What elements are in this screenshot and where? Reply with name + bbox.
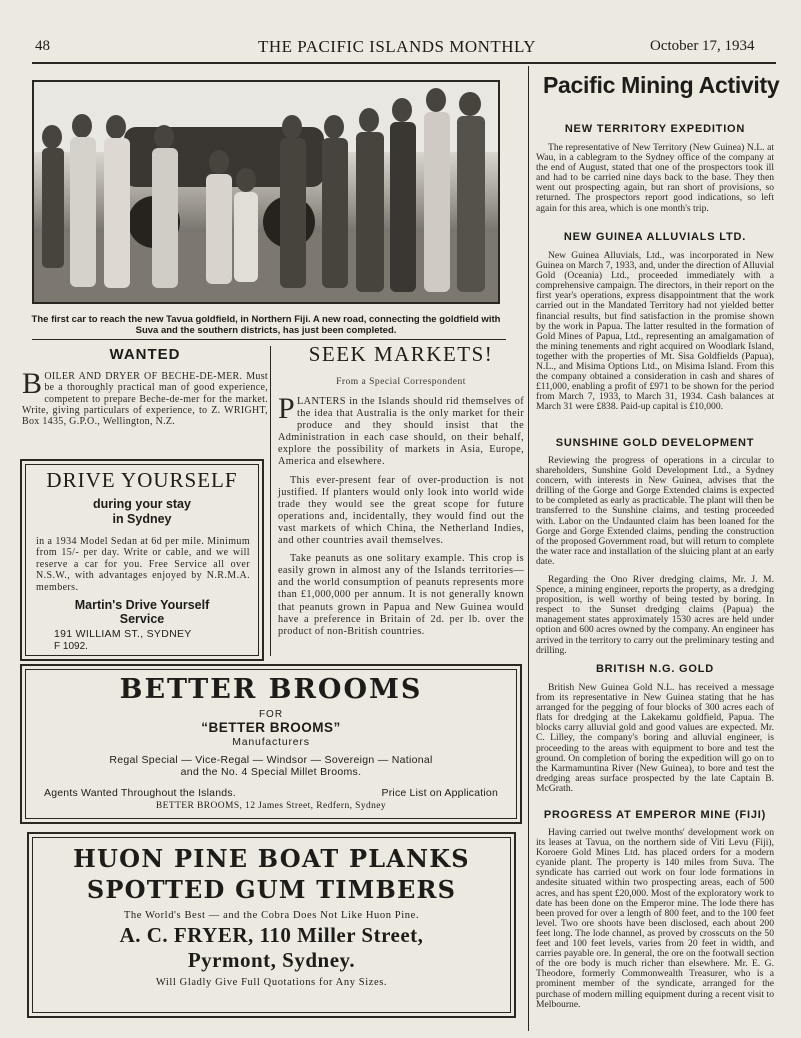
drive-yourself-ad: [20, 459, 264, 661]
section-heading-alluvials: NEW GUINEA ALLUVIALS LTD.: [563, 231, 747, 243]
mining-title: Pacific Mining Activity: [543, 72, 780, 98]
huon-quote: Will Gladly Give Full Quotations for Any Sizes.: [155, 977, 388, 988]
better-brooms-ad: [20, 664, 522, 824]
brooms-address: BETTER BROOMS, 12 James Street, Redfern, Sydney: [155, 801, 387, 811]
seek-divider: [270, 346, 271, 656]
huon-tagline: The World's Best — and the Cobra Does Not Like Huon Pine.: [123, 910, 420, 921]
wanted-text: OILER AND DRYER OF BECHE-DE-MER. Must be a thoroughly practical man of good experience, competent to prepare Beche-de-mer for the market. Write, giving particulars of experience, to Z. WRIGHT, Box 1435, G.P.O., Wellington, N.Z.: [22, 371, 268, 428]
section-text-alluvials: New Guinea Alluvials, Ltd., was incorporated in New Guinea on March 7, 1933, and, under the direction of Alluvial Gold (Oceania) Ltd., proceeded immediately with a comprehensive campaign. The directors, in their report on the first year's operations, express disappointment that the work carried out in the Mandated Territory had not yielded better financial results, but find satisfaction in the promise shown by the work in Papua. The latter resulted in the formation of Gold Mines of Papua, Ltd., representing an amalgamation of the mining tenements and right acquired on Woodlark Island, together with the properties of Mt. Sisa Goldfields (Papua), N.L., and Misima Options Ltd., on Misima Island. From this the company obtained a consideration in cash and shares of £11,000, enabling a profit of £971 to be shown for the period from March 7, 1933, to March 31, 1934. Cash balances at March 31 were £838. Paid-up capital is £10,000.: [536, 250, 774, 413]
photo-illustration: [34, 82, 500, 304]
drive-company-2: Service: [119, 612, 165, 627]
section-text-emperor: Having carried out twelve months' development work on its leases at Tavua, on the northern side of Viti Levu (Fiji), Koroere Gold Mines Ltd. has placed orders for a modern cyanide plant. The property is 140 miles from Suva. The syndicate has carried out work on four lode formations in andesite situated within two prospecting areas, each of 500 acres, and has spent £20,000. Most of the exploratory work to date has been done on the Emperor mine. The lode there has been proved for over a length of 800 feet, and to the 100 feet level. Two ore shoots have been disclosed, each about 200 feet long. The lode channel, as proved by crosscuts on the 50 feet and 100 feet levels, varies from 20 feet in width, and carries payable ore. In general, the ore on the footwall section of the ore body is much richer than elsewhere. Mr. E. G. Theodore, formerly Commonwealth Treasurer, who is a prominent member of the syndicate, arranged for the purchase of modern milling equipment during a recent visit to Melbourne.: [536, 827, 774, 1010]
section-text-sunshine-2: Regarding the Ono River dredging claims, Mr. J. M. Spence, a mining engineer, reports the property, as a dredging proposition, is well worthy of being tested by boring. In respect to the Sunset dredging claims (Papua) the management states approximately 1530 acres are held under option and 600 acres owned by the company. An engineer has arrived in the territory to carry out the preliminary testing and drilling.: [536, 574, 774, 656]
seek-markets-heading: SEEK MARKETS!: [308, 342, 494, 366]
drive-phone: F 1092.: [54, 641, 88, 653]
caption-rule: [32, 339, 506, 340]
brooms-quote: “BETTER BROOMS”: [201, 720, 341, 735]
brooms-price: Price List on Application: [381, 787, 498, 799]
section-text-british-ng: British New Guinea Gold N.L. has received a message from its representative in New Guinea stating that he has arranged for the pegging of four blocks of 300 acres each of flats for dredging at the Lakekamu goldfield, Papua. The blocks carry alluvial gold and good values are expected. Mr. C. Lilley, the company's boring and alluvial engineer, is proceeding to the areas with equipment to bore and test the ground. On completion of boring the expedition will go on to the Karmamuntina River (New Guinea), to bore and test the dredging areas surface prospected by the late Captain B. McGrath.: [536, 682, 774, 794]
section-text-sunshine-1: Reviewing the progress of operations in a circular to shareholders, Sunshine Gold Development Ltd., a Sydney concern, with interests in New Guinea, advises that the drilling of the Gorge and Gorge Extended claims is expected to be completed as early as practicable. The plant will then be transferred to the Sunshine claims, and testing proceeded with. Labor on the Undaunted claim has been loaned for the Gorge and Gorge Extended claims, pending the construction of the proposed Government road, but will return to complete the water race and installation of the sluicing plant at an early date.: [536, 455, 774, 567]
drive-text: in a 1934 Model Sedan at 6d per mile. Minimum from 15/- per day. Write or cable, and we will reserve a car for you. Free Service all over N.S.W., with advantages enjoyed by N.R.M.A. members.: [36, 536, 250, 593]
brooms-brands-1: Regal Special — Vice-Regal — Windsor — Sovereign — National: [109, 754, 433, 766]
header-rule: [32, 62, 776, 64]
issue-date: October 17, 1934: [650, 38, 755, 54]
section-heading-british-ng: BRITISH N.G. GOLD: [595, 663, 715, 675]
section-heading-emperor: PROGRESS AT EMPEROR MINE (FIJI): [543, 809, 767, 821]
drive-address: 191 WILLIAM ST., SYDNEY: [54, 628, 192, 641]
page-number: 48: [35, 38, 50, 54]
huon-name: A. C. FRYER, 110 Miller Street,: [119, 923, 424, 947]
seek-dropcap: P: [278, 392, 296, 425]
photo-caption: The first car to reach the new Tavua goldfield, in Northern Fiji. A new road, connecting the goldfield with Suva and the southern districts, has just been completed.: [31, 314, 501, 336]
section-heading-new-territory: NEW TERRITORY EXPEDITION: [564, 123, 746, 135]
seek-para-2: This ever-present fear of over-production is not justified. If planters would only look into world wide trade they would see the great scope for future operations and, incidentally, they would find out the vast markets of which China, the Netherland Indies, and other countries avail themselves.: [278, 474, 524, 547]
brooms-for: FOR: [258, 709, 284, 720]
huon-city: Pyrmont, Sydney.: [187, 948, 356, 972]
drive-sub-1: during your stay: [93, 497, 191, 511]
wanted-dropcap: B: [22, 367, 43, 400]
seek-para-1: LANTERS in the Islands should rid themselves of the idea that Australia is the only market for their produce and they should insist that the Administration in each case should, on their behalf, explore the possibility of markets in Asia, Europe, America and elsewhere.: [278, 396, 524, 468]
goldfield-photo: [32, 80, 500, 304]
brooms-manufacturers: Manufacturers: [232, 736, 310, 748]
section-heading-sunshine: SUNSHINE GOLD DEVELOPMENT: [555, 437, 755, 449]
huon-pine-ad: [27, 832, 516, 1018]
publication-title: THE PACIFIC ISLANDS MONTHLY: [258, 37, 536, 56]
wanted-heading: WANTED: [109, 346, 181, 363]
drive-heading: DRIVE YOURSELF: [46, 468, 238, 492]
wanted-ad: [22, 346, 268, 450]
drive-sub-2: in Sydney: [112, 512, 172, 526]
seek-markets-article: [278, 342, 524, 638]
huon-line-2: SPOTTED GUM TIMBERS: [86, 875, 457, 904]
huon-line-1: HUON PINE BOAT PLANKS: [73, 844, 470, 873]
brooms-agents: Agents Wanted Throughout the Islands.: [44, 787, 236, 799]
column-divider: [528, 66, 529, 1031]
seek-byline: From a Special Correspondent: [336, 377, 466, 387]
section-text-new-territory: The representative of New Territory (New Guinea) N.L. at Wau, in a cablegram to the Sydney office of the company at the end of August, stated that one of the prospectors took ill and had to be carried nine days back to the base. They then went out prospecting again, but ran short of provisions, so returned. The prospectors report good indications, so left again for this area, which is one month's trip.: [536, 142, 774, 214]
drive-company-1: Martin's Drive Yourself: [74, 598, 210, 613]
brooms-brands-2: and the No. 4 Special Millet Brooms.: [180, 766, 362, 778]
brooms-heading: BETTER BROOMS: [119, 674, 423, 705]
seek-para-3: Take peanuts as one solitary example. This crop is easily grown in almost any of the Islands territories—and the world consumption of peanuts represents more than £1,000,000 per annum. It is not generally known that peanuts grown in Papua and New Guinea would have a preference in Britain of 2d. per lb. over the product of non-British countries.: [278, 553, 524, 637]
